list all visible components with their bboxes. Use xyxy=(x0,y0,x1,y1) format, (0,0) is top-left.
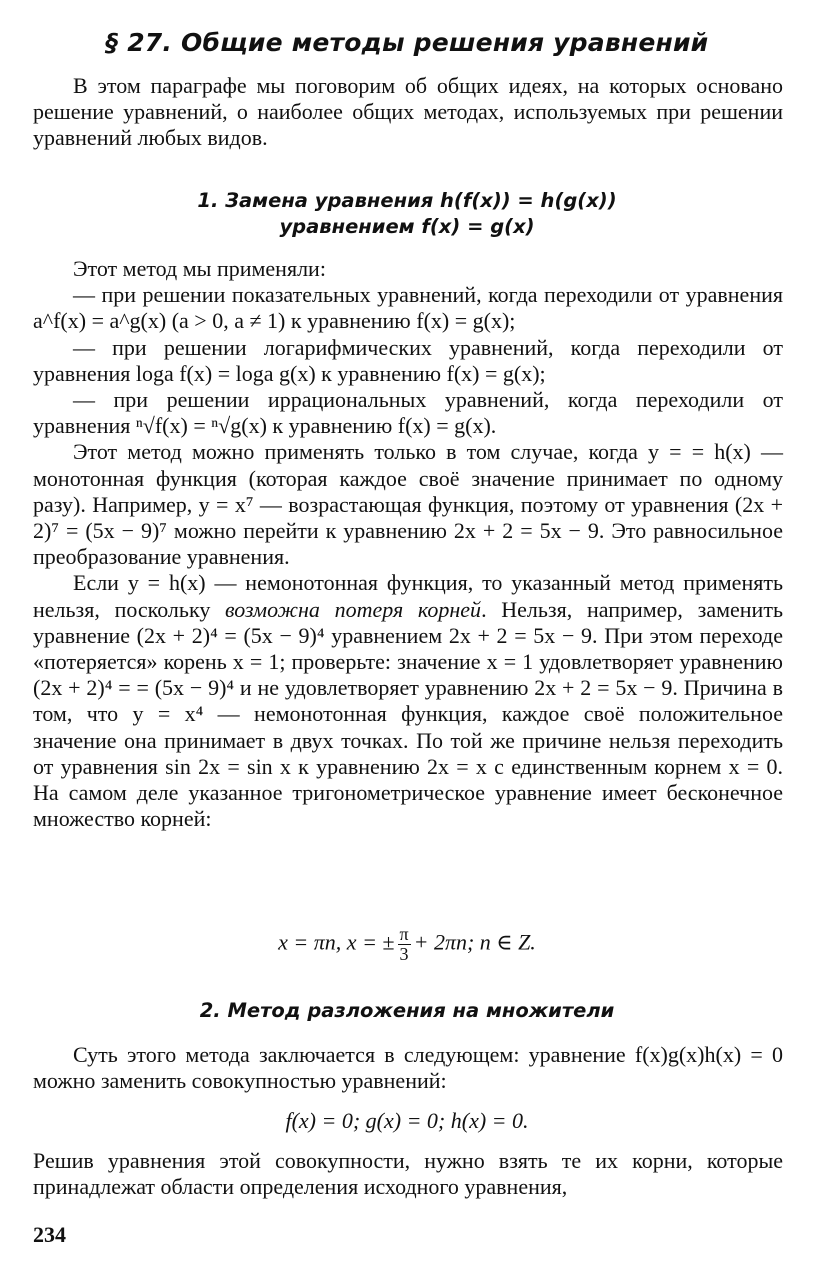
pi-over-three-fraction xyxy=(398,925,411,964)
fraction-denominator: 3 xyxy=(399,944,409,964)
trig-roots-formula xyxy=(0,925,814,964)
subsection-2-continuation xyxy=(33,1148,783,1200)
monotonic-paragraph: Этот метод можно применять только в том случае, когда y = = h(x) — монотонная функция (которая каждое своё значение принимает по одному разу). Например, y = x⁷ — возрастающая функция, поэтому от уравнения (2x + 2)⁷ = (5x − 9)⁷ можно перейти к уравнению 2x + 2 = 5x − 9. Это равносильное преобразование уравнения. xyxy=(33,439,783,570)
formula1-right: + 2πn; n ∈ Z. xyxy=(413,929,536,955)
irrational-item: — при решении иррациональных уравнений, когда переходили от уравнения ⁿ√f(x) = ⁿ√g(x) к уравнению f(x) = g(x). xyxy=(33,387,783,439)
formula1-left: x = πn, x = ± xyxy=(278,929,395,955)
page-number: 234 xyxy=(33,1222,66,1247)
root-loss-emphasis: возможна потеря корней xyxy=(225,596,482,622)
nonmonotonic-paragraph xyxy=(33,570,783,832)
subsection-1-body xyxy=(33,256,783,832)
subsection-1-heading-line1: 1. Замена уравнения h(f(x)) = h(g(x)) xyxy=(197,189,617,212)
factor-system-formula: f(x) = 0; g(x) = 0; h(x) = 0. xyxy=(285,1108,529,1133)
method-lead-paragraph: Этот метод мы применяли: xyxy=(73,256,326,281)
subsection-2-intro xyxy=(33,1042,783,1094)
exponential-item: — при решении показательных уравнений, когда переходили от уравнения a^f(x) = a^g(x) (a > 0, a ≠ 1) к уравнению f(x) = g(x); xyxy=(33,282,783,334)
fraction-numerator: π xyxy=(399,924,409,944)
factorization-paragraph: Суть этого метода заключается в следующем: уравнение f(x)g(x)h(x) = 0 можно заменить совокупностью уравнений: xyxy=(33,1042,783,1094)
intro-block xyxy=(33,73,783,152)
subsection-1-heading xyxy=(0,188,814,240)
section-title: § 27. Общие методы решения уравнений xyxy=(105,28,709,57)
intro-paragraph: В этом параграфе мы поговорим об общих идеях, на которых основано решение уравнений, о наиболее общих методах, используемых при решении уравнений любых видов. xyxy=(33,73,783,151)
nonmonotonic-text-b: . Нельзя, например, заменить уравнение (2x + 2)⁴ = (5x − 9)⁴ уравнением 2x + 2 = 5x − 9. При этом переходе «потеряется» корень x = 1; проверьте: значение x = 1 удовлетворяет уравнению (2x + 2)⁴ = = (5x − 9)⁴ и не удовлетворяет уравнению 2x + 2 = 5x − 9. Причина в том, что y = x⁴ — немонотонная функция, каждое своё положительное значение она принимает в двух точках. По той же причине нельзя переходить от уравнения sin 2x = sin x к уравнению 2x = x с единственным корнем x = 0. На самом деле указанное тригонометрическое уравнение имеет бесконечное множество корней: xyxy=(33,596,783,832)
logarithmic-item: — при решении логарифмических уравнений, когда переходили от уравнения loga f(x) = loga g(x) к уравнению f(x) = g(x); xyxy=(33,334,783,386)
nonmonotonic-text-a: Если y = h(x) — немонотонная функция, то указанный метод применять нельзя, поскольку xyxy=(33,570,783,622)
subsection-1-heading-line2: уравнением f(x) = g(x) xyxy=(279,215,535,238)
solution-paragraph: Решив уравнения этой совокупности, нужно взять те их корни, которые принадлежат области определения исходного уравнения, xyxy=(33,1148,783,1200)
subsection-2-heading: 2. Метод разложения на множители xyxy=(199,999,615,1022)
